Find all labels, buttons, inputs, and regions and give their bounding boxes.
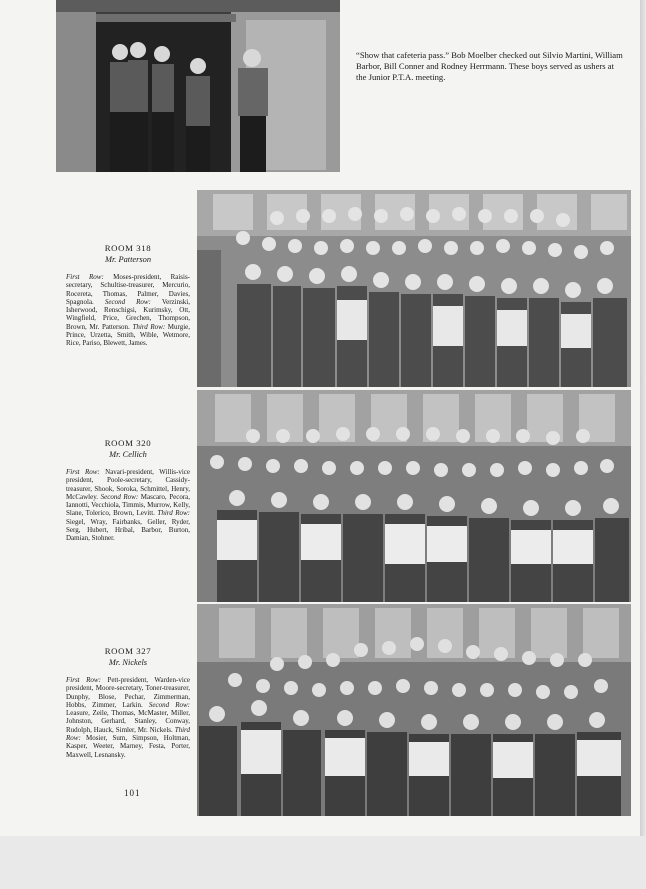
room-327-block [66,646,190,759]
room-title: ROOM 320 [104,438,152,448]
room-318-photo [197,190,631,387]
row-label: First Row: [66,676,101,684]
row-label: Third Row: [157,509,190,518]
roster [66,676,190,759]
row-names: Murgie, Prince, Urzetta, Smith, Wible, Wetmore, Rice, Pariso, Blewett, James. [66,322,191,348]
row-label: First Row: [66,273,104,281]
row-names: Navari-president, Willis-vice president, Poole-secretary, Cassidy-treasurer, Shook, Soroka, Schmittel, Henry, McCawley. [66,468,190,501]
row-names: Pett-president, Warden-vice president, Moore-secretary, Toner-treasurer, Dunphy, Blose, Pechar, Zimmerman, Hobbs, Zimmer, Larkin. [66,676,191,709]
room-320-photo [197,390,631,602]
row-names: Verzinski, Isherwood, Renschigsi, Kurimsky, Ott, Wingfield, Price, Grechen, Thompson, Brown, Mr. Patterson. [66,297,191,331]
room-teacher: Mr. Cellich [109,450,147,459]
room-title: ROOM 318 [104,243,152,253]
row-label: Third Row: [66,725,190,743]
scan-edge [640,0,646,836]
row-names: Moses-president, Raisis-secretary, Schultise-treasurer, Mercurio, Rocereta, Thomas, Palmer, Davies, Spagnola. [66,273,191,306]
room-teacher: Mr. Patterson [104,255,152,264]
row-label: Third Row: [132,322,166,331]
row-names: Siegel, Wray, Fairbanks, Geller, Ryder, Serg, Hubert, Hribal, Barbor, Burton, Damian, Stohner. [66,517,190,543]
room-320-block [66,438,190,543]
row-label: First Row: [66,468,100,476]
ushers-photo [56,0,340,172]
room-title: ROOM 327 [104,646,152,656]
room-318-block [66,243,190,348]
row-names: Leasure, Zeile, Thomas, McMaster, Miller, Johnston, Gerhard, Stanley, Conway, Rudolph, Hauck, Simler, Mr. Nickels. [66,709,190,734]
row-label: Second Row: [100,492,139,501]
ushers-caption: “Show that cafeteria pass.” Bob Moelber checked out Silvio Martini, William Barbor, Bill Conner and Rodney Herrmann. These boys served as ushers at the Junior P.T.A. meeting. [356,50,623,82]
row-names: Mascaro, Pecora, Iannotti, Vecchiola, Timmis, Murrow, Kelly, Slane, Tolerico, Brown, Levitt. [66,492,191,518]
roster [66,468,190,543]
room-327-photo [197,604,631,816]
row-label: Second Row: [104,297,151,306]
room-teacher: Mr. Nickels [108,658,148,667]
row-label: Second Row: [148,700,190,709]
roster [66,273,190,348]
page-number: 101 [124,788,141,798]
row-names: Mosier, Sum, Simpson, Holtman, Kasper, Weeter, Marney, Festa, Porter, Maxwell, Lesnansky. [66,734,190,759]
